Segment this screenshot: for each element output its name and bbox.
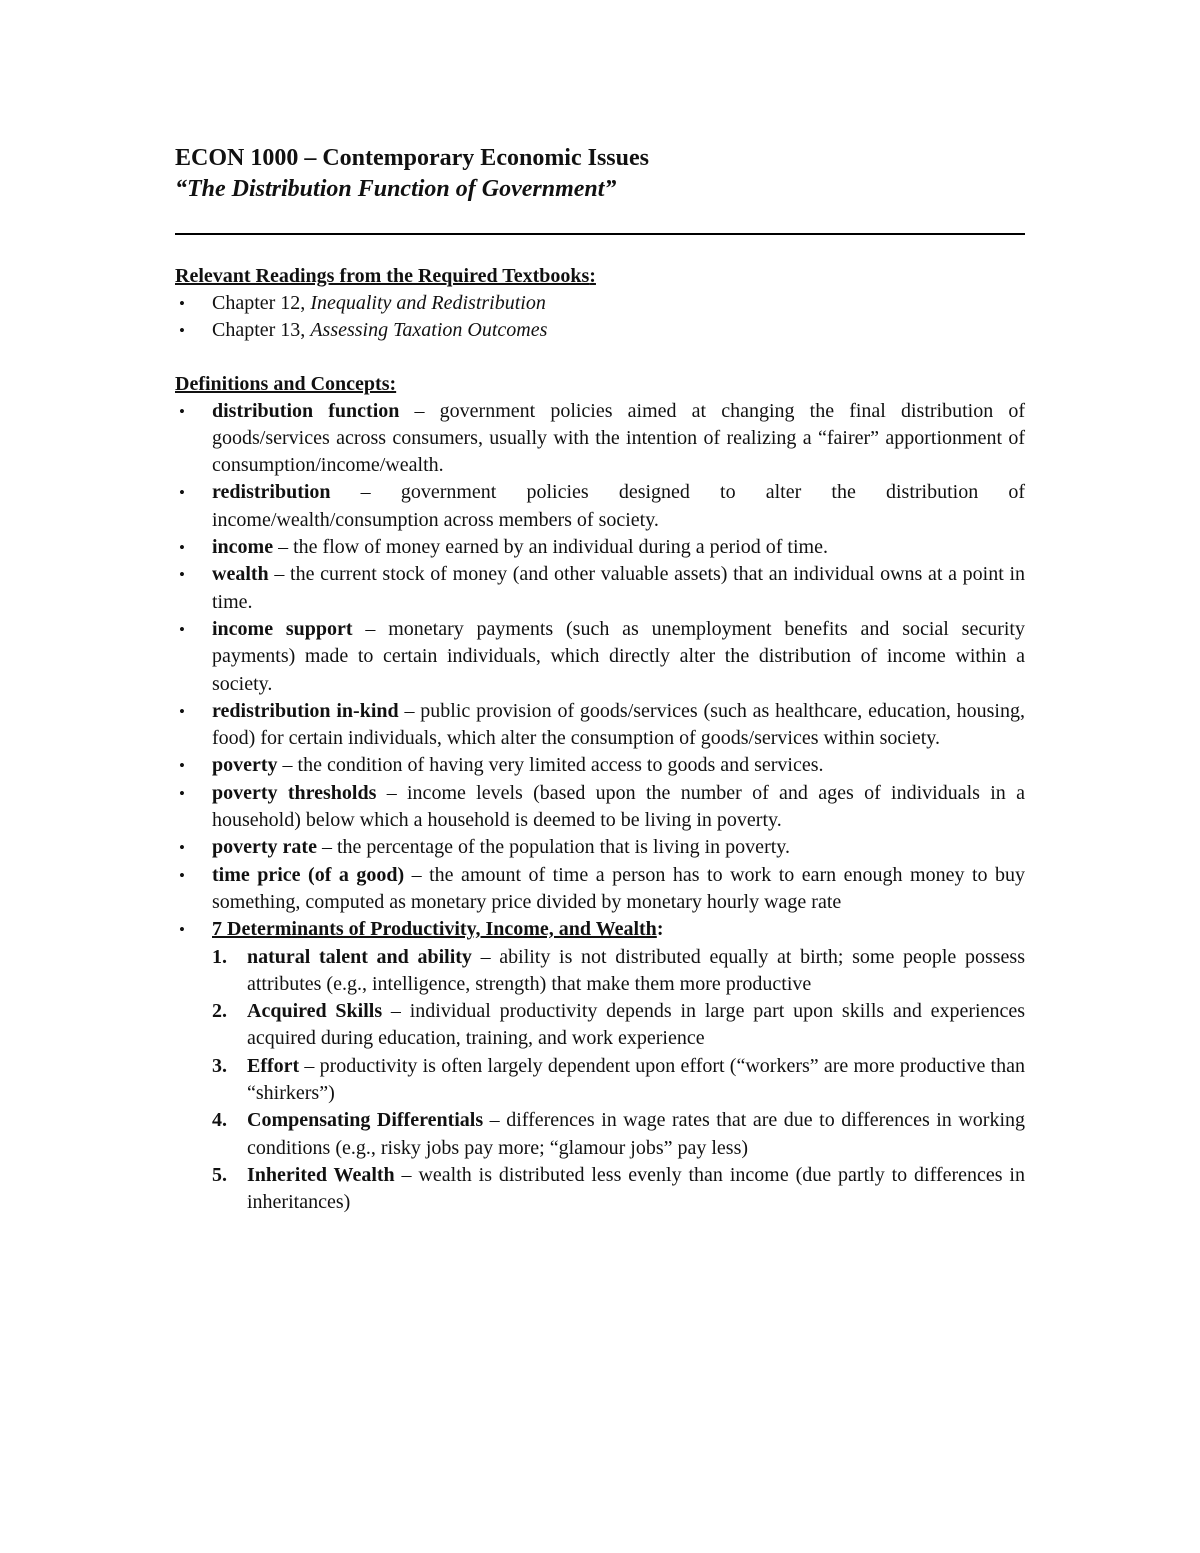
determinant-item: 1. natural talent and ability – ability is not distributed equally at birth; some people possess attributes (e.g., intelligence, strength) that make them more productive	[212, 945, 1025, 995]
definition-item	[175, 561, 1025, 616]
definition-item	[175, 479, 1025, 534]
bullet-icon: •	[179, 294, 185, 313]
definition-item	[175, 534, 1025, 561]
determinant-item: 3. Effort – productivity is often largely dependent upon effort (“workers” are more productive than “shirkers”)	[212, 1054, 1025, 1105]
bullet-icon: •	[179, 756, 185, 776]
definition-term: income support	[212, 617, 353, 640]
determinant-item: 4. Compensating Differentials – differences in wage rates that are due to differences in working conditions (e.g., risky jobs pay more; “glamour jobs” pay less)	[212, 1109, 1025, 1159]
readings-heading: Relevant Readings from the Required Textbooks:	[175, 265, 596, 287]
definition-text: – public provision of goods/services (such as healthcare, education, housing, food) for certain individuals, which alter the consumption of goods/services within society.	[212, 699, 1025, 750]
definition-text: – the percentage of the population that is living in poverty.	[316, 836, 790, 859]
definition-term: poverty rate	[212, 836, 317, 859]
determinant-item: 2. Acquired Skills – individual productivity depends in large part upon skills and experiences acquired during education, training, and work experience	[212, 1000, 1025, 1050]
bullet-icon: •	[179, 701, 185, 721]
definition-term: redistribution	[212, 481, 331, 504]
reading-item: • Chapter 13, Assessing Taxation Outcomes	[175, 317, 1025, 344]
lecture-title: “The Distribution Function of Government”	[175, 176, 617, 202]
horizontal-rule	[175, 233, 1025, 235]
determinant-term: Compensating Differentials	[247, 1109, 484, 1132]
determinants-item: • 7 Determinants of Productivity, Income, and Wealth: 1. natural talent and ability – ability is not distributed equally at birth; some people possess attributes (e.g., intelligence, strength) that make them more productive 2. Acquired Skills – individual productivity depends in large part upon skills and experiences acquired during education, training, and work experience 3. Effort – productivity is often largely dependent upon effort (“workers” are more productive than “shirkers”) 4. Compensating Differentials – differences in wage rates that are due to differences in working conditions (e.g., risky jobs pay more; “glamour jobs” pay less) 5. Inherited Wealth – wealth is distributed less evenly than income (due partly to differences in inheritances)	[175, 916, 1025, 1216]
determinant-text: – individual productivity depends in large part upon skills and experiences acquired during education, training, and work experience	[247, 1000, 1025, 1050]
determinants-list	[212, 944, 1025, 1217]
determinant-term: Effort	[247, 1054, 300, 1077]
definition-term: poverty	[212, 754, 278, 777]
definition-text: – monetary payments (such as unemployment benefits and social security payments) made to certain individuals, which directly alter the distribution of income within a society.	[212, 617, 1025, 695]
definition-term: wealth	[212, 563, 269, 586]
determinant-item: 5. Inherited Wealth – wealth is distributed less evenly than income (due partly to differences in inheritances)	[212, 1163, 1025, 1214]
course-title: ECON 1000 – Contemporary Economic Issues	[175, 145, 649, 171]
definition-text: – the flow of money earned by an individual during a period of time.	[273, 536, 828, 559]
reading-item: • Chapter 12, Inequality and Redistribution	[175, 290, 1025, 317]
definition-item	[175, 616, 1025, 698]
definition-term: distribution function	[212, 399, 400, 422]
bullet-icon: •	[179, 865, 185, 885]
bullet-icon: •	[179, 401, 185, 421]
determinant-term: Inherited Wealth	[247, 1163, 395, 1186]
determinant-term: Acquired Skills	[247, 1000, 383, 1023]
document-page	[175, 143, 1025, 1217]
definition-item	[175, 698, 1025, 753]
definition-text: – government policies aimed at changing the final distribution of goods/services across consumers, usually with the intention of realizing a “fairer” apportionment of consumption/income/wealth.	[212, 399, 1026, 477]
readings-list	[175, 290, 1025, 345]
definition-text: – the current stock of money (and other valuable assets) that an individual owns at a point in time.	[212, 563, 1025, 613]
definition-item	[175, 862, 1025, 917]
determinant-text: – productivity is often largely dependent upon effort (“workers” are more productive than “shirkers”)	[247, 1054, 1025, 1105]
bullet-icon: •	[179, 838, 185, 858]
definition-term: time price (of a good)	[212, 863, 405, 886]
determinant-text: – ability is not distributed equally at birth; some people possess attributes (e.g., intelligence, strength) that make them more productive	[247, 945, 1025, 995]
definition-term: redistribution in-kind	[212, 699, 399, 722]
bullet-icon: •	[179, 619, 185, 639]
definition-term: poverty thresholds	[212, 781, 377, 804]
definition-text: – government policies designed to alter the distribution of income/wealth/consumption across members of society.	[212, 481, 1025, 531]
bullet-icon: •	[179, 920, 185, 940]
definition-item	[175, 834, 1025, 861]
determinants-heading: 7 Determinants of Productivity, Income, and Wealth	[212, 918, 657, 941]
bullet-icon: •	[179, 321, 185, 341]
definition-text: – income levels (based upon the number of and ages of individuals in a household) below which a household is deemed to be living in poverty.	[212, 781, 1025, 832]
bullet-icon: •	[179, 783, 185, 803]
definitions-heading: Definitions and Concepts:	[175, 372, 397, 395]
definition-item	[175, 398, 1025, 480]
definition-item	[175, 780, 1025, 835]
bullet-icon: •	[179, 538, 185, 558]
definition-text: – the amount of time a person has to work to earn enough money to buy something, computed as monetary price divided by monetary hourly wage rate	[212, 863, 1025, 913]
definition-item	[175, 752, 1025, 779]
bullet-icon: •	[179, 483, 185, 503]
determinant-term: natural talent and ability	[247, 945, 472, 968]
definition-text: – the condition of having very limited access to goods and services.	[277, 754, 824, 777]
determinant-text: – differences in wage rates that are due to differences in working conditions (e.g., risky jobs pay more; “glamour jobs” pay less)	[247, 1109, 1025, 1159]
determinant-text: – wealth is distributed less evenly than income (due partly to differences in inheritances)	[247, 1163, 1025, 1214]
bullet-icon: •	[179, 565, 185, 585]
definition-term: income	[212, 536, 274, 559]
definitions-list	[175, 398, 1025, 1217]
